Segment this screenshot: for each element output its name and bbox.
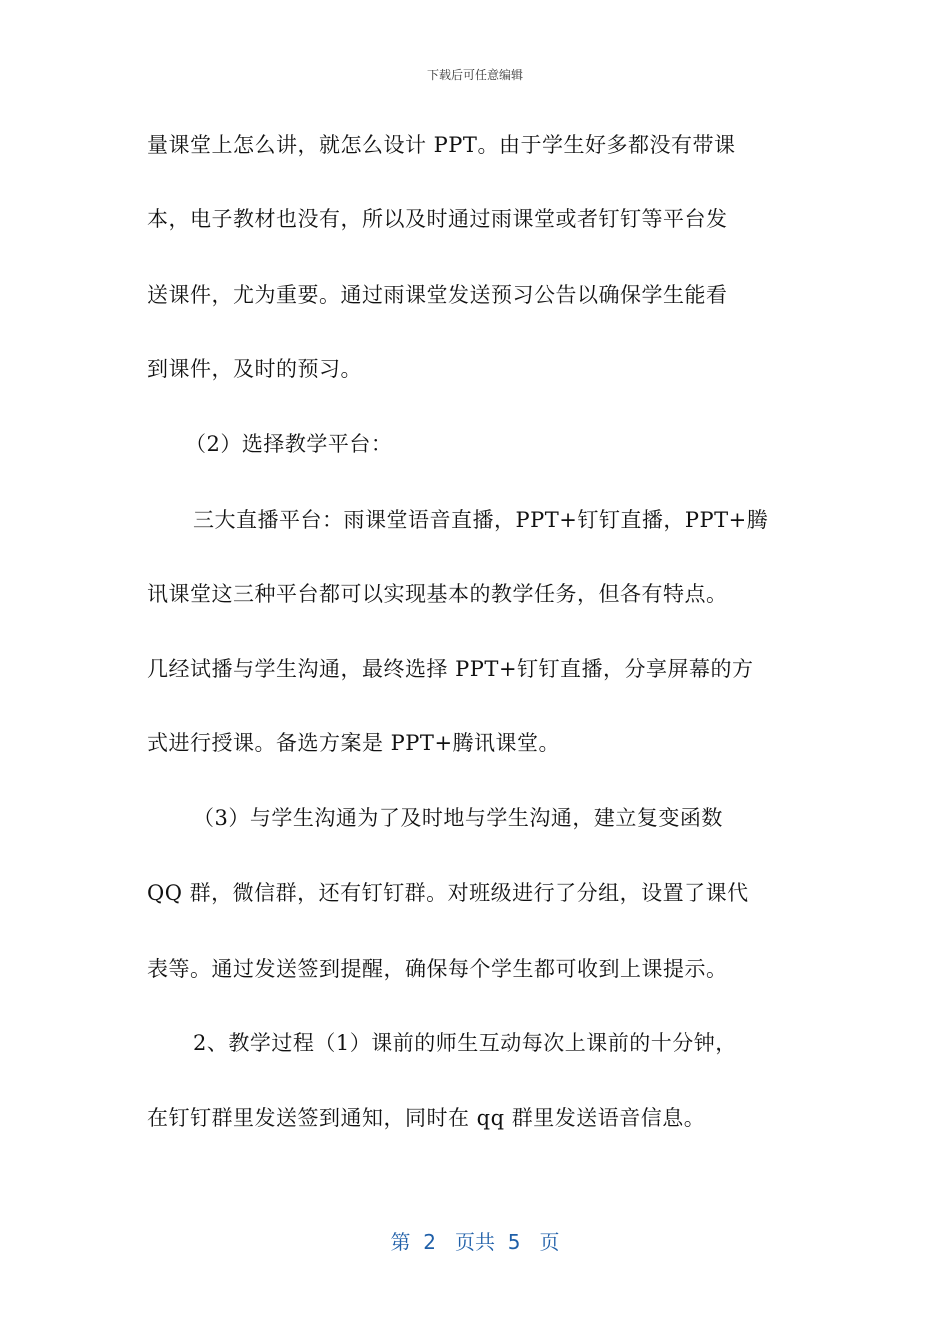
page-number-footer: 第 2 页共 5 页 — [390, 1230, 560, 1254]
text-line-4: 到课件，及时的预习。 — [147, 357, 362, 381]
text-line-8: 几经试播与学生沟通，最终选择 PPT+钉钉直播，分享屏幕的方 — [147, 657, 754, 681]
text-line-14: 在钉钉群里发送签到通知，同时在 qq 群里发送语音信息。 — [147, 1106, 706, 1130]
text-line-3: 送课件，尤为重要。通过雨课堂发送预习公告以确保学生能看 — [147, 283, 728, 307]
text-line-10: （3）与学生沟通为了及时地与学生沟通，建立复变函数 — [193, 806, 723, 830]
text-line-2: 本，电子教材也没有，所以及时通过雨课堂或者钉钉等平台发 — [147, 207, 728, 231]
text-line-13: 2、教学过程（1）课前的师生互动每次上课前的十分钟， — [193, 1031, 737, 1055]
text-line-1: 量课堂上怎么讲，就怎么设计 PPT。由于学生好多都没有带课 — [147, 133, 736, 157]
text-line-7: 讯课堂这三种平台都可以实现基本的教学任务，但各有特点。 — [147, 582, 728, 606]
page-header: 下载后可任意编辑 — [426, 68, 523, 82]
text-line-6: 三大直播平台：雨课堂语音直播，PPT+钉钉直播，PPT+腾 — [193, 508, 769, 532]
text-line-11: QQ 群，微信群，还有钉钉群。对班级进行了分组，设置了课代 — [147, 881, 749, 905]
text-line-9: 式进行授课。备选方案是 PPT+腾讯课堂。 — [147, 731, 561, 755]
text-line-5: （2）选择教学平台： — [185, 432, 393, 456]
text-line-12: 表等。通过发送签到提醒，确保每个学生都可收到上课提示。 — [147, 957, 728, 981]
